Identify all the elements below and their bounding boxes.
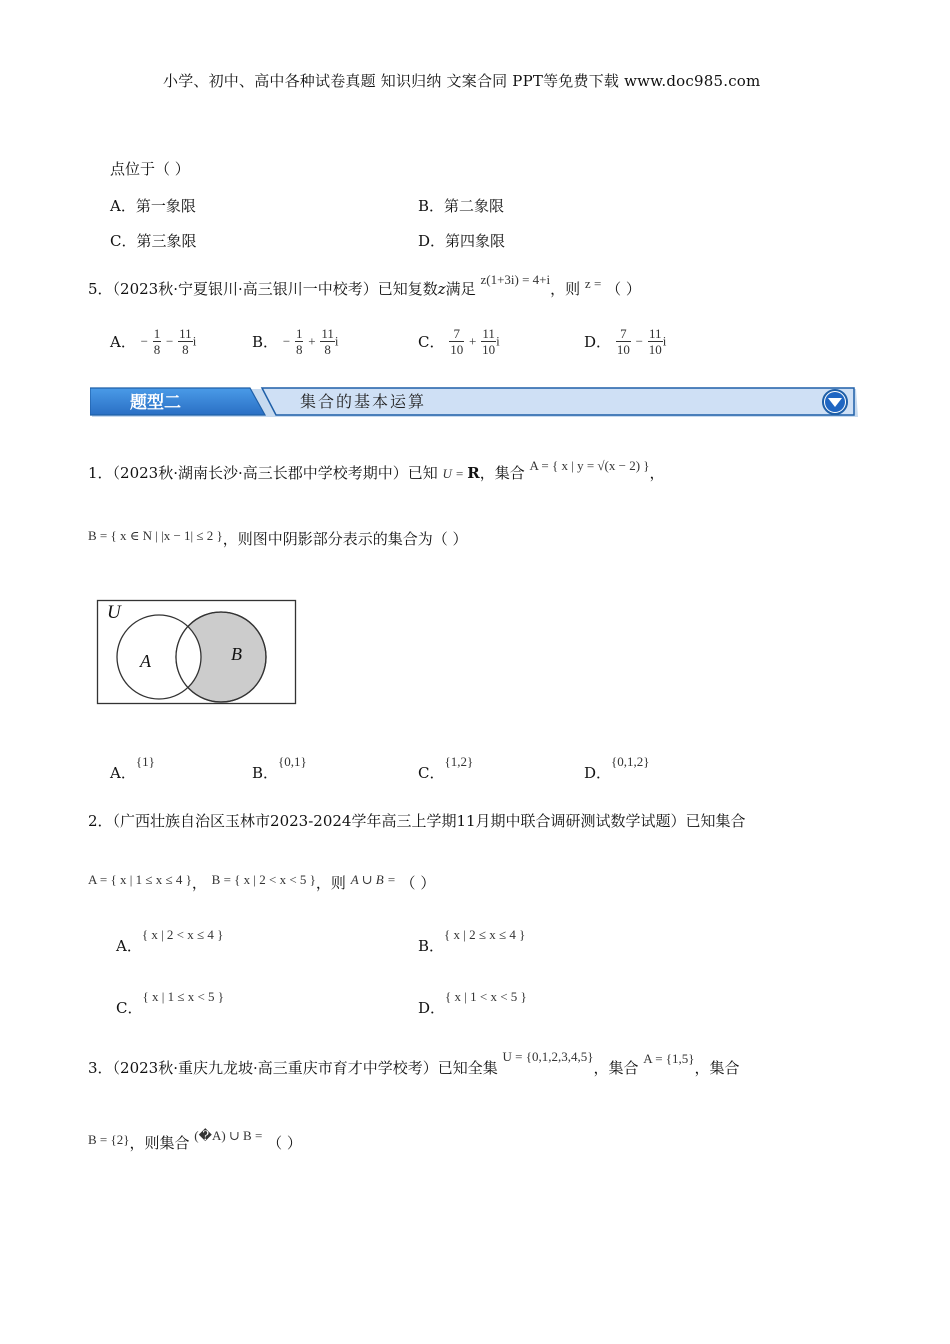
s2-stem xyxy=(88,810,746,831)
denominator: 8 xyxy=(153,342,161,357)
answer-paren: （ ） xyxy=(400,874,436,892)
option-text: 第二象限 xyxy=(444,197,505,215)
venn-label-a: A xyxy=(140,651,151,671)
option-letter: D． xyxy=(418,999,446,1017)
numerator: 11 xyxy=(321,326,334,341)
s1-option-d xyxy=(584,754,650,783)
prev-option-a xyxy=(110,195,196,216)
fraction-real xyxy=(153,326,162,357)
separator: ， xyxy=(191,874,207,892)
numerator: 11 xyxy=(648,326,662,341)
venn-label-b: B xyxy=(231,644,242,664)
option-letter: B． xyxy=(252,764,279,782)
s2-option-a xyxy=(116,927,224,956)
s2-line2 xyxy=(88,872,435,893)
b-formula: B = { x | 2 < x < 5 } xyxy=(211,872,316,887)
comma-set: ，集合 xyxy=(479,464,525,482)
s1-stem: 1．（2023秋·湖南长沙·高三长郡中学校考期中）已知 U = R，集合 A = { x | y = √(x − 2) }， xyxy=(88,458,665,482)
imag-unit: i xyxy=(334,333,339,349)
option-letter: A． xyxy=(110,197,136,215)
numerator: 7 xyxy=(449,326,464,342)
u-formula: U = {0,1,2,3,4,5} xyxy=(502,1049,594,1064)
option-letter: B． xyxy=(418,197,445,215)
denominator: 8 xyxy=(324,342,331,357)
satisfy-text: 满足 xyxy=(445,280,476,298)
answer-paren: （ ） xyxy=(606,280,641,298)
then-text: ，则 xyxy=(550,280,581,298)
venn-diagram xyxy=(96,599,298,711)
option-value: { x | 2 < x ≤ 4 } xyxy=(141,927,224,942)
fraction-imag xyxy=(481,326,496,357)
option-letter: A． xyxy=(110,333,136,351)
fraction-imag xyxy=(178,326,193,357)
ask-formula: (�A) ∪ B = xyxy=(194,1128,263,1143)
question-source: （2023秋·宁夏银川·高三银川一中校考）已知复数 xyxy=(112,280,438,298)
option-letter: C． xyxy=(116,999,143,1017)
end-text: ，集合 xyxy=(694,1059,740,1077)
prev-question-stem-end: 点位于（ ） xyxy=(110,160,190,178)
fraction-imag xyxy=(320,326,335,357)
sign: − xyxy=(635,333,643,349)
s2-option-b xyxy=(418,927,526,956)
then-text: ，则 xyxy=(315,874,346,892)
q5-stem xyxy=(88,272,641,299)
ask-formula: A ∪ B = xyxy=(350,872,396,887)
s1-option-a xyxy=(110,754,155,783)
question-source: （2023秋·湖南长沙·高三长郡中学校考期中）已知 xyxy=(112,464,438,482)
question-source: （广西壮族自治区玉林市2023-2024学年高三上学期11月期中联合调研测试数学试题）已知集合 xyxy=(112,812,746,830)
s2-option-d xyxy=(418,989,527,1018)
fraction-real xyxy=(616,326,631,357)
prev-option-b xyxy=(418,195,504,216)
imag-unit: i xyxy=(192,333,197,349)
q5-option-c xyxy=(418,326,500,357)
option-letter: C． xyxy=(418,764,445,782)
option-value: {1,2} xyxy=(444,754,474,769)
imag-unit: i xyxy=(496,333,500,349)
denominator: 8 xyxy=(182,342,189,357)
option-letter: C． xyxy=(418,333,445,351)
sign: − xyxy=(166,333,174,349)
option-letter: C． xyxy=(110,232,137,250)
question-number: 3． xyxy=(88,1059,113,1077)
option-letter: B． xyxy=(418,937,445,955)
venn-label-u: U xyxy=(107,602,121,623)
prev-option-d xyxy=(418,230,505,251)
question-source: （2023秋·重庆九龙坡·高三重庆市育才中学校考）已知全集 xyxy=(112,1059,498,1077)
a-formula: A = { x | 1 ≤ x ≤ 4 } xyxy=(88,872,192,887)
b-formula: B = { x ∈ N | |x − 1| ≤ 2 } xyxy=(88,528,223,543)
numerator: 11 xyxy=(482,326,495,341)
answer-paren: （ ） xyxy=(267,1134,302,1152)
s2-option-c xyxy=(116,989,225,1018)
fraction-imag xyxy=(648,326,663,357)
question-number: 2． xyxy=(88,812,113,830)
option-value: {0,1,2} xyxy=(611,754,650,769)
q5-option-d xyxy=(584,326,666,357)
question-number: 5． xyxy=(88,280,113,298)
s1-option-c xyxy=(418,754,474,783)
denominator: 10 xyxy=(450,342,464,357)
numerator: 11 xyxy=(179,326,192,341)
sign: − xyxy=(140,333,148,349)
a-formula: A = {1,5} xyxy=(643,1051,695,1066)
option-text: 第三象限 xyxy=(136,232,197,250)
question-number: 1． xyxy=(88,464,113,482)
s3-line2 xyxy=(88,1128,302,1153)
fraction-real xyxy=(295,326,304,357)
option-value: {1} xyxy=(135,754,155,769)
option-letter: B． xyxy=(252,333,279,351)
sign: + xyxy=(469,333,477,349)
var-z: z xyxy=(437,280,446,298)
numerator: 7 xyxy=(616,326,631,342)
q5-formula: z(1+3i) = 4+i xyxy=(480,272,551,287)
b-formula: B = {2} xyxy=(88,1132,130,1147)
section-banner-graphic xyxy=(90,386,860,420)
option-value: {0,1} xyxy=(278,754,307,769)
section-tag: 题型二 xyxy=(130,393,181,413)
option-value: { x | 2 ≤ x ≤ 4 } xyxy=(444,927,526,942)
option-value: { x | 1 < x < 5 } xyxy=(445,989,527,1004)
q5-option-a xyxy=(110,326,196,357)
s3-stem xyxy=(88,1049,740,1078)
option-text: 第一象限 xyxy=(135,197,196,215)
page-header: 小学、初中、高中各种试卷真题 知识归纳 文案合同 PPT等免费下载 www.doc985.com xyxy=(163,72,761,90)
numerator: 1 xyxy=(153,326,161,341)
option-letter: D． xyxy=(584,764,612,782)
s1-line2 xyxy=(88,528,468,549)
sign: − xyxy=(282,333,291,349)
option-text: 第四象限 xyxy=(445,232,506,250)
u-formula: U = xyxy=(442,466,468,481)
option-letter: A． xyxy=(110,764,136,782)
option-letter: A． xyxy=(116,937,142,955)
denominator: 8 xyxy=(295,342,303,357)
option-letter: D． xyxy=(584,333,612,351)
prev-option-c xyxy=(110,230,197,251)
u-bold-r: R xyxy=(467,464,480,482)
a-formula: A = { x | y = √(x − 2) } xyxy=(529,458,650,473)
line2-text: ，则图中阴影部分表示的集合为（ ） xyxy=(222,530,468,548)
q5-ask: z = xyxy=(584,276,602,291)
then-text: ，则集合 xyxy=(129,1134,190,1152)
s1-option-b xyxy=(252,754,307,783)
q5-option-b xyxy=(252,326,339,357)
numerator: 1 xyxy=(295,326,303,341)
option-value: { x | 1 ≤ x < 5 } xyxy=(142,989,225,1004)
denominator: 10 xyxy=(648,342,662,357)
denominator: 10 xyxy=(616,342,630,357)
sign: + xyxy=(308,333,316,349)
section-title: 集合的基本运算 xyxy=(300,392,427,411)
option-letter: D． xyxy=(418,232,446,250)
fraction-real xyxy=(449,326,464,357)
section-banner xyxy=(90,386,860,420)
imag-unit: i xyxy=(662,333,667,349)
denominator: 10 xyxy=(482,342,496,357)
mid-text: ，集合 xyxy=(593,1059,639,1077)
